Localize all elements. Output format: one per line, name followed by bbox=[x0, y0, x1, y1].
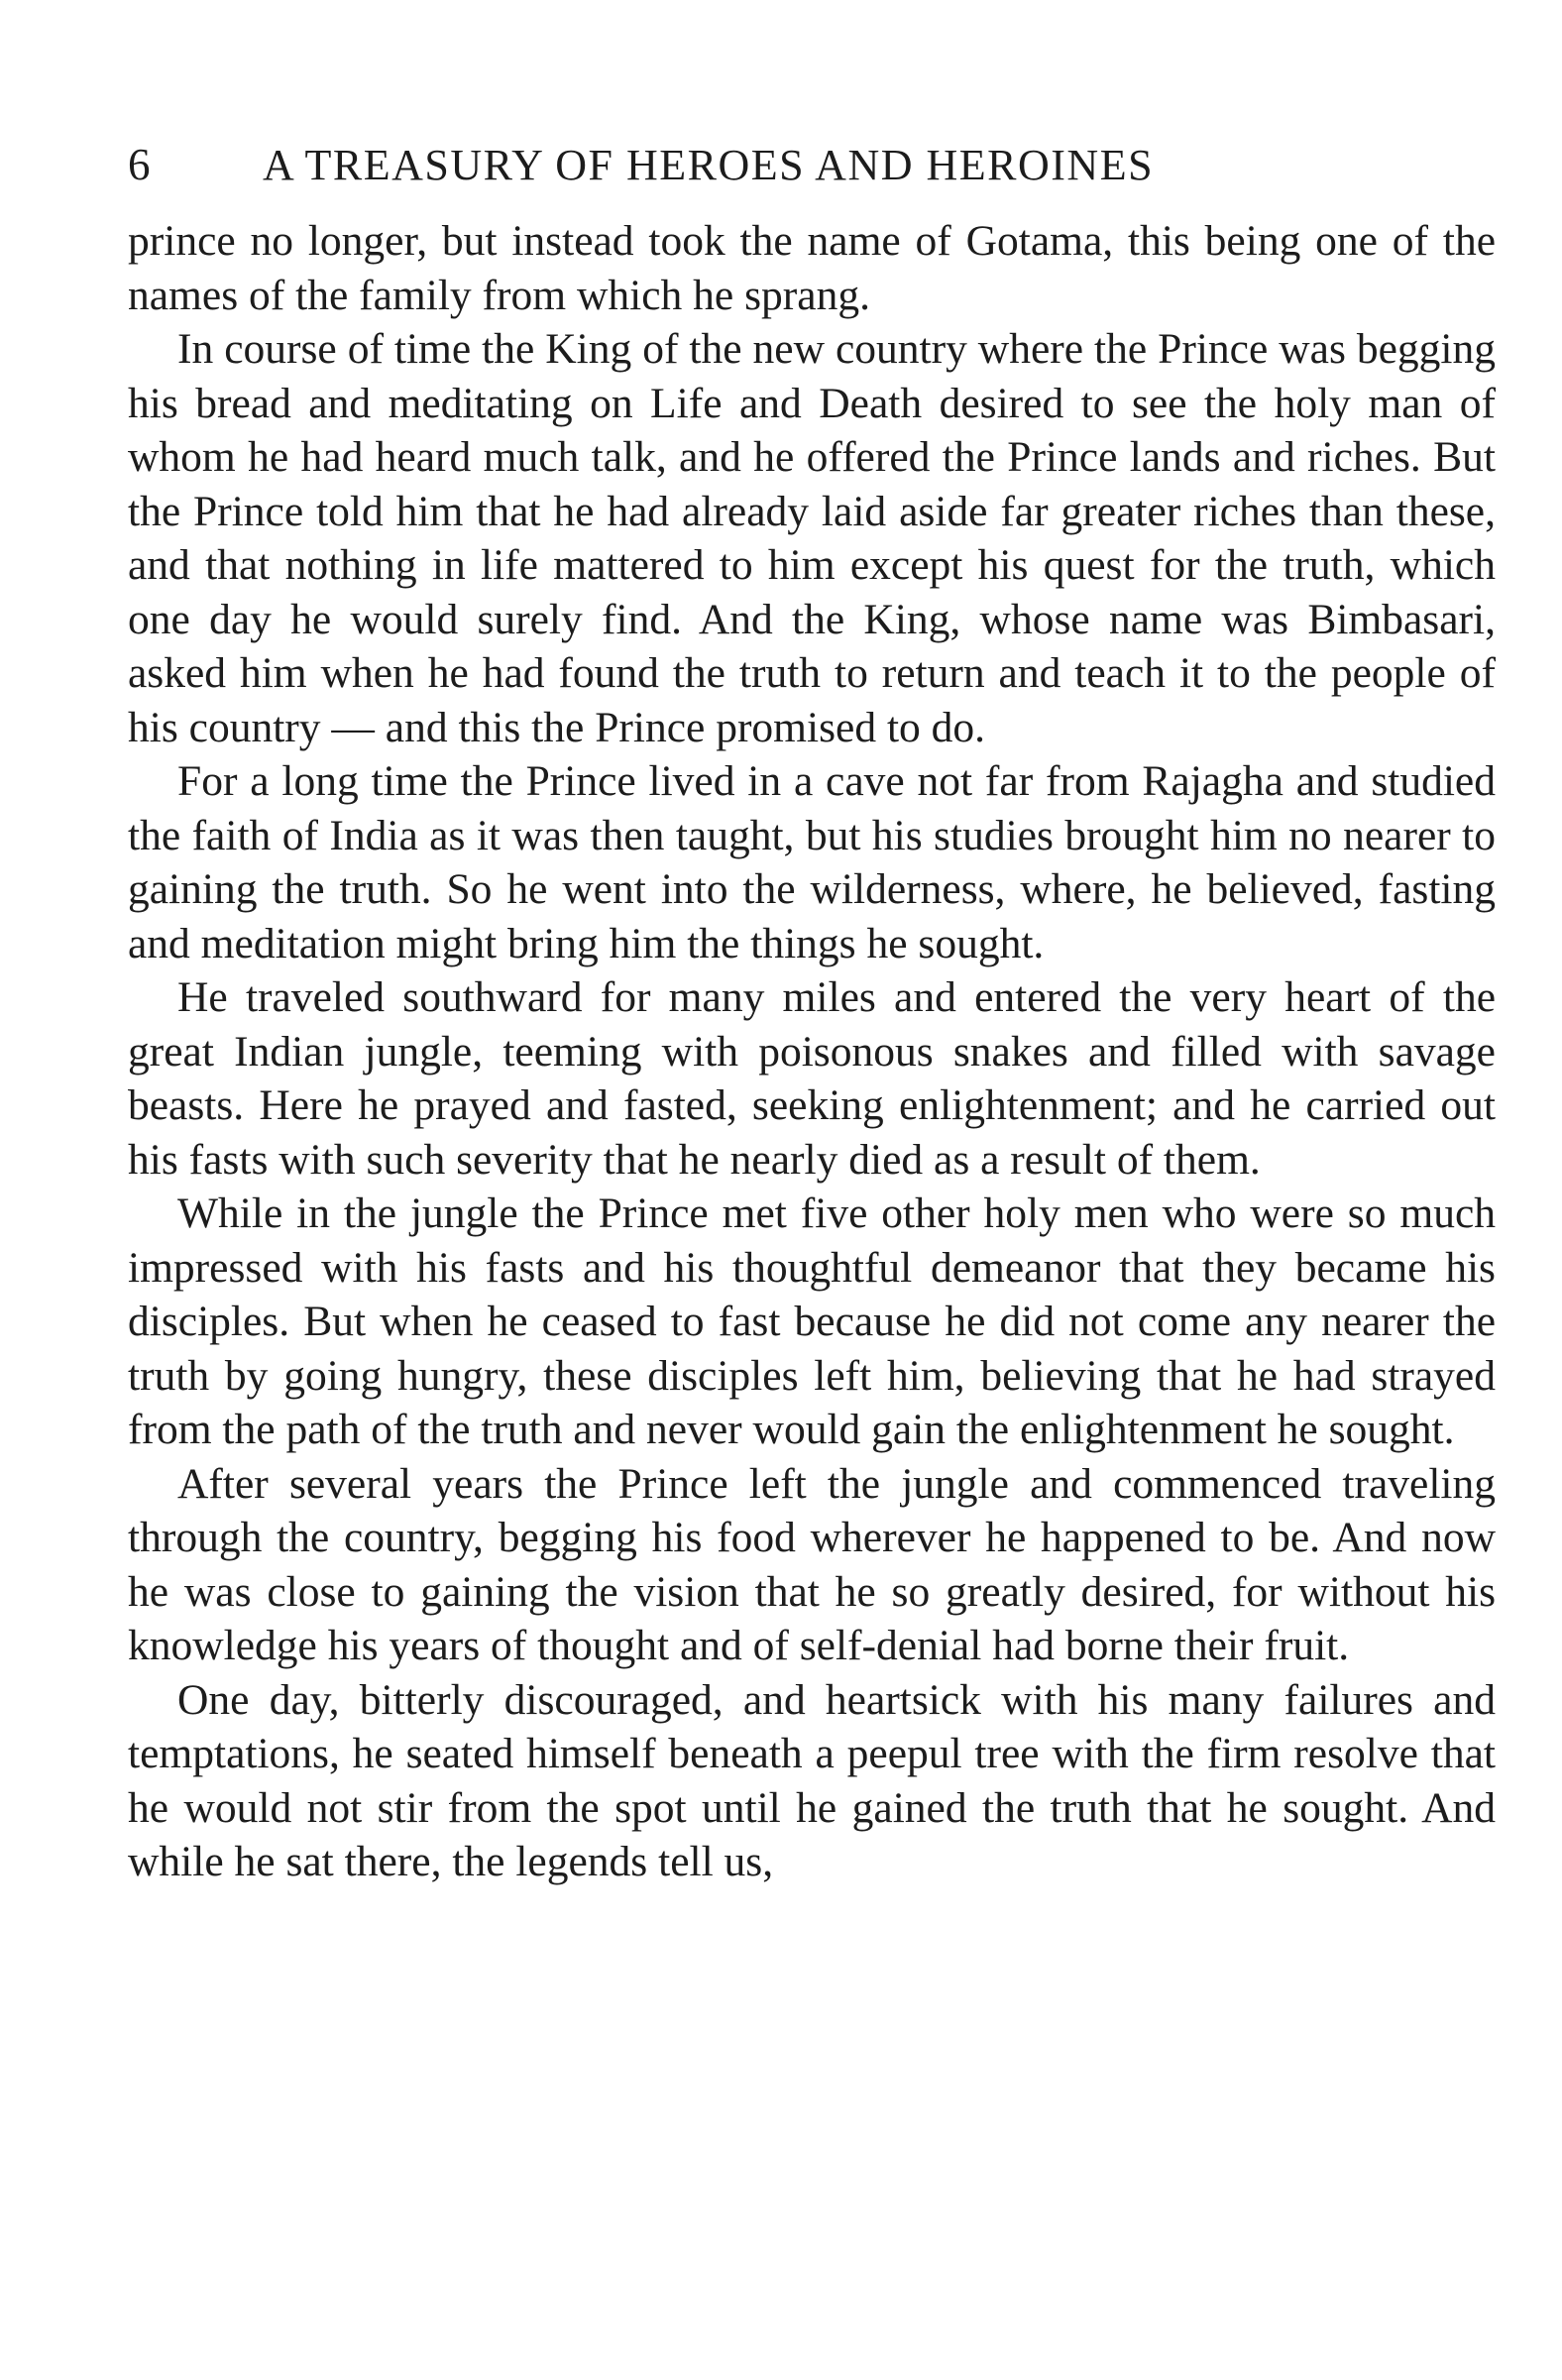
paragraph: He traveled southward for many miles and entered the very heart of the great Indian jungle, teeming with poisonous snakes and filled with savage beasts. Here he prayed and fasted, seeking enlightenment; and he carried out his fasts with such severity that he nearly died as a result of them. bbox=[128, 973, 1496, 1184]
paragraph: One day, bitterly discouraged, and heartsick with his many failures and temptations, he seated himself beneath a peepul tree with the firm resolve that he would not stir from the spot until he gained the truth that he sought. And while he sat there, the legends tell us, bbox=[128, 1675, 1496, 1885]
body-text bbox=[128, 214, 1496, 1889]
paragraph: After several years the Prince left the jungle and commenced traveling through the country, begging his food wherever he happened to be. And now he was close to gaining the vision that he so greatly desired, for without his knowledge his years of thought and of self-denial had borne their fruit. bbox=[128, 1459, 1496, 1669]
book-page bbox=[128, 139, 1496, 1889]
paragraph: For a long time the Prince lived in a cave not far from Rajagha and studied the faith of India as it was then taught, but his studies brought him no nearer to gaining the truth. So he went into the wilderness, where, he believed, fasting and meditation might bring him the things he sought. bbox=[128, 757, 1496, 967]
paragraph-continued: prince no longer, but instead took the name of Gotama, this being one of the names of the family from which he sprang. bbox=[128, 217, 1496, 319]
running-title: A TREASURY OF HEROES AND HEROINES bbox=[263, 141, 1155, 189]
page-number: 6 bbox=[128, 140, 152, 189]
paragraph: In course of time the King of the new country where the Prince was begging his bread and meditating on Life and Death desired to see the holy man of whom he had heard much talk, and he offered the Prince lands and riches. But the Prince told him that he had already laid aside far greater riches than these, and that nothing in life mattered to him except his quest for the truth, which one day he would surely find. And the King, whose name was Bimbasari, asked him when he had found the truth to return and teach it to the people of his country — and this the Prince promised to do. bbox=[128, 325, 1496, 751]
running-head bbox=[128, 139, 1496, 214]
paragraph: While in the jungle the Prince met five other holy men who were so much impressed with his fasts and his thoughtful demeanor that they became his disciples. But when he ceased to fast because he did not come any nearer the truth by going hungry, these disciples left him, believing that he had strayed from the path of the truth and never would gain the enlightenment he sought. bbox=[128, 1190, 1496, 1453]
